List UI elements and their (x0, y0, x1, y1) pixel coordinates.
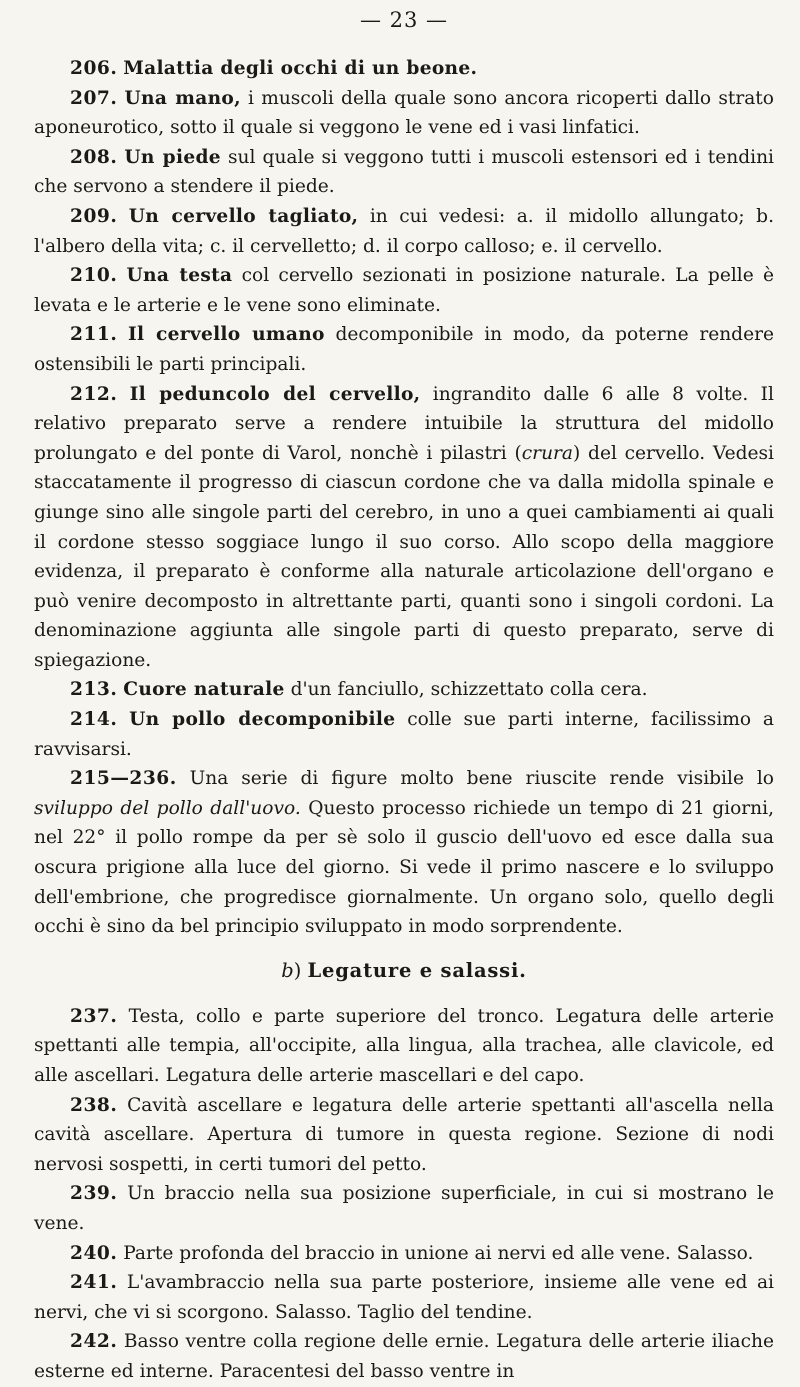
entry-text: i muscoli della quale sono ancora ricoperti dallo strato aponeurotico, sotto il quale si veggono le vene ed i vasi linfatici. (34, 87, 774, 139)
entry-title: Malattia degli occhi di un beone. (123, 58, 478, 79)
entry-title: Il peduncolo del cervello, (129, 383, 421, 405)
entry-text: Una serie di figure molto bene riuscite rende visibile lo (176, 768, 774, 790)
section-title: Legature e salassi. (307, 958, 527, 982)
entries-a (34, 54, 774, 380)
entry-text: ingrandito dalle 6 alle 8 volte. Il relativo preparato serve a rendere intuibile la struttura del midollo prolungato e del ponte di Varol, nonchè i pilastri ( (34, 383, 774, 464)
entry-number: 242. (70, 1331, 118, 1353)
catalog-entry (34, 320, 774, 379)
catalog-entry-212 (34, 380, 774, 676)
entry-number: 214. (70, 709, 118, 731)
entry-number: 239. (70, 1183, 118, 1205)
entry-number: 241. (70, 1272, 118, 1294)
page-number: — 23 — (359, 8, 449, 32)
catalog-entry (34, 705, 774, 764)
entry-text: ) del cervello. Vedesi staccatamente il progresso di ciascun cordone che va dalla midolla spinale e giunge sino alle singole parti del cerebro, in uno a quei cambiamenti ai quali il cordone stesso soggiace lungo il suo corso. Allo scopo della maggiore evidenza, il preparato è conforme alla naturale articolazione dell'organo e può venire decomposto in altrettante parti, quanti sono i singoli cordoni. La denominazione aggiunta alle singole parti di questo preparato, serve di spiegazione. (34, 442, 774, 671)
catalog-entry (34, 1239, 774, 1269)
entry-text: Questo processo richiede un tempo di 21 giorni, nel 22° il pollo rompe da per sè solo il guscio dell'uovo ed esce dalla sua oscura prigione alla luce del giorno. Si vede il primo nascere e lo sviluppo dell'embrione, che progredisce giornalmente. Un organo solo, quello degli occhi è sino da bel principio sviluppato in modo sorprendente. (34, 797, 774, 938)
entry-number: 206. (70, 58, 118, 79)
catalog-entry (34, 1091, 774, 1180)
entry-title: Un cervello tagliato, (128, 205, 359, 227)
entry-text: L'avambraccio nella sua parte posteriore, insieme alle vene ed ai nervi, che vi si scorgono. Salasso. Taglio del tendine. (34, 1272, 774, 1323)
entry-text: Parte profonda del braccio in unione ai nervi ed alle vene. Salasso. (117, 1242, 754, 1264)
entry-text: Basso ventre colla regione delle ernie. Legatura delle arterie iliache esterne ed interne. Paracentesi del basso ventre in (34, 1331, 774, 1382)
entry-number: 240. (70, 1242, 118, 1264)
catalog-entry (34, 1002, 774, 1091)
entry-text: sul quale si veggono tutti i muscoli estensori ed i tendini che servono a stendere il piede. (34, 146, 774, 198)
catalog-entry (34, 202, 774, 261)
section-paren: ) (293, 958, 302, 982)
entry-number: 207. (70, 87, 118, 109)
entry-number: 210. (70, 265, 118, 287)
catalog-entry (34, 1268, 774, 1327)
entry-number: 209. (70, 205, 118, 227)
entry-number: 215—236. (70, 768, 177, 790)
entry-text: d'un fanciullo, schizzettato colla cera. (284, 679, 648, 701)
catalog-entry (34, 1179, 774, 1238)
entry-text: Un braccio nella sua posizione superficiale, in cui si mostrano le vene. (34, 1183, 774, 1234)
catalog-entry (34, 261, 774, 320)
entry-text: in cui vedesi: a. il midollo allungato; b. l'albero della vita; c. il cervelletto; d. il corpo calloso; e. il cervello. (34, 205, 774, 257)
entry-title: Una testa (126, 265, 233, 287)
entries-c (34, 1002, 774, 1387)
section-letter: b (281, 958, 294, 982)
entry-number: 237. (70, 1005, 118, 1027)
entry-number: 212. (70, 383, 118, 405)
entry-title: Cuore naturale (123, 679, 285, 701)
entry-text: Cavità ascellare e legatura delle arterie spettanti all'ascella nella cavità ascellare. Apertura di tumore in questa regione. Sezione di nodi nervosi sospetti, in certi tumori del petto. (34, 1094, 774, 1175)
catalog-entry (34, 1327, 774, 1386)
section-heading (34, 956, 774, 986)
entry-number: 211. (70, 324, 118, 346)
catalog-entry-215-236 (34, 764, 774, 942)
catalog-entry (34, 54, 774, 84)
entries-b (34, 675, 774, 764)
entry-title: Un piede (124, 146, 221, 168)
entry-text: decomponibile in modo, da poterne rendere ostensibili le parti principali. (34, 324, 774, 375)
entry-text: colle sue parti interne, facilissimo a ravvisarsi. (34, 709, 775, 760)
entry-number: 208. (70, 146, 118, 168)
entry-text: Testa, collo e parte superiore del tronco. Legatura delle arterie spettanti alle tempia, all'occipite, alla lingua, alla trachea, alle clavicole, ed alle ascellari. Legatura delle arterie mascellari e del capo. (34, 1005, 774, 1086)
entry-number: 238. (70, 1094, 118, 1116)
catalog-entry (34, 675, 774, 705)
entry-italic-term: crura (521, 442, 574, 464)
entry-text: col cervello sezionati in posizione naturale. La pelle è levata e le arterie e le vene sono eliminate. (34, 265, 774, 316)
entry-title: Un pollo decomponibile (129, 709, 396, 731)
catalog-entry (34, 84, 774, 143)
entry-title: Il cervello umano (128, 324, 325, 346)
entry-number: 213. (70, 679, 118, 701)
entry-title: Una mano, (124, 87, 241, 109)
entry-italic-term: sviluppo del pollo dall'uovo. (34, 797, 301, 819)
catalog-entry (34, 143, 774, 202)
